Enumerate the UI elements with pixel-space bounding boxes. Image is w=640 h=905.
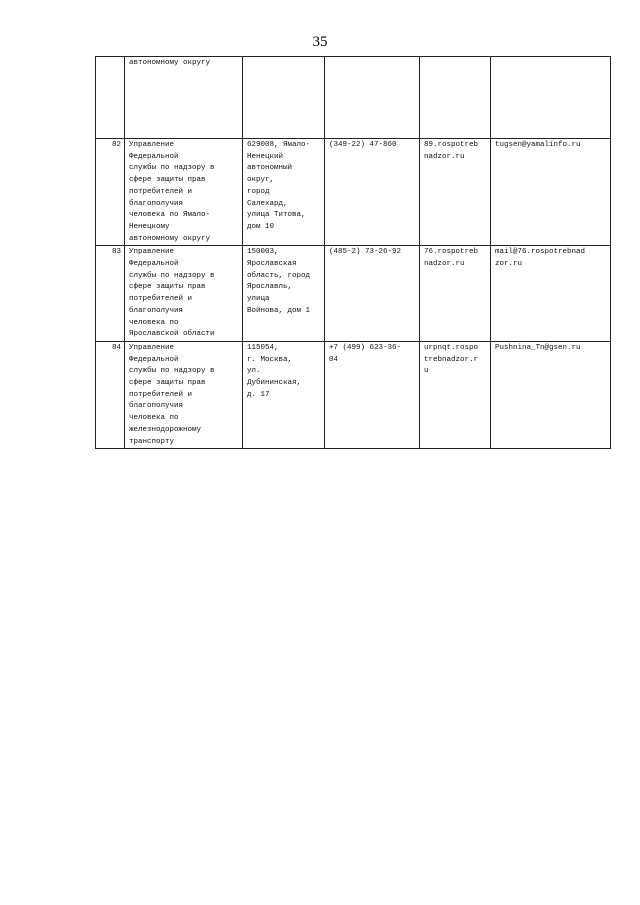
office-name: Управление Федеральной службы по надзору в сфере защиты прав потребителей и благополучия человека по Ярославской области — [125, 246, 243, 342]
table-row-continuation — [96, 57, 611, 139]
office-address: 150003, Ярославская область, город Ярославль, улица Войнова, дом 1 — [243, 246, 325, 342]
row-number: 84 — [96, 341, 125, 448]
row-number: 83 — [96, 246, 125, 342]
office-website: 76.rospotreb nadzor.ru — [420, 246, 491, 342]
office-email: mail@76.rospotrebnad zor.ru — [491, 246, 611, 342]
page-number: 35 — [312, 34, 328, 50]
office-website: 89.rospotreb nadzor.ru — [420, 139, 491, 246]
table-row — [96, 341, 611, 448]
office-website: urpnqt.rospo trebnadzor.r u — [420, 341, 491, 448]
office-address: 629008, Ямало- Ненецкий автономный округ, город Салехард, улица Титова, дом 10 — [243, 139, 325, 246]
office-address — [243, 57, 325, 139]
table-row — [96, 139, 611, 246]
office-name: Управление Федеральной службы по надзору в сфере защиты прав потребителей и благополучия человека по железнодорожному транспорту — [125, 341, 243, 448]
office-phone — [325, 57, 420, 139]
office-phone: (485-2) 73-26-92 — [325, 246, 420, 342]
row-number — [96, 57, 125, 139]
table-row — [96, 246, 611, 342]
row-number: 82 — [96, 139, 125, 246]
office-website — [420, 57, 491, 139]
office-phone: +7 (499) 623-36- 04 — [325, 341, 420, 448]
rospotrebnadzor-offices-table — [95, 56, 611, 449]
office-address: 115054, г. Москва, ул. Дубининская, д. 17 — [243, 341, 325, 448]
office-name: Управление Федеральной службы по надзору в сфере защиты прав потребителей и благополучия человека по Ямало- Ненецкому автономному округу — [125, 139, 243, 246]
office-email: tugsen@yamalinfo.ru — [491, 139, 611, 246]
office-email — [491, 57, 611, 139]
office-email: Pushnina_Tn@gsen.ru — [491, 341, 611, 448]
office-phone: (349-22) 47-860 — [325, 139, 420, 246]
office-name: автономному округу — [125, 57, 243, 139]
